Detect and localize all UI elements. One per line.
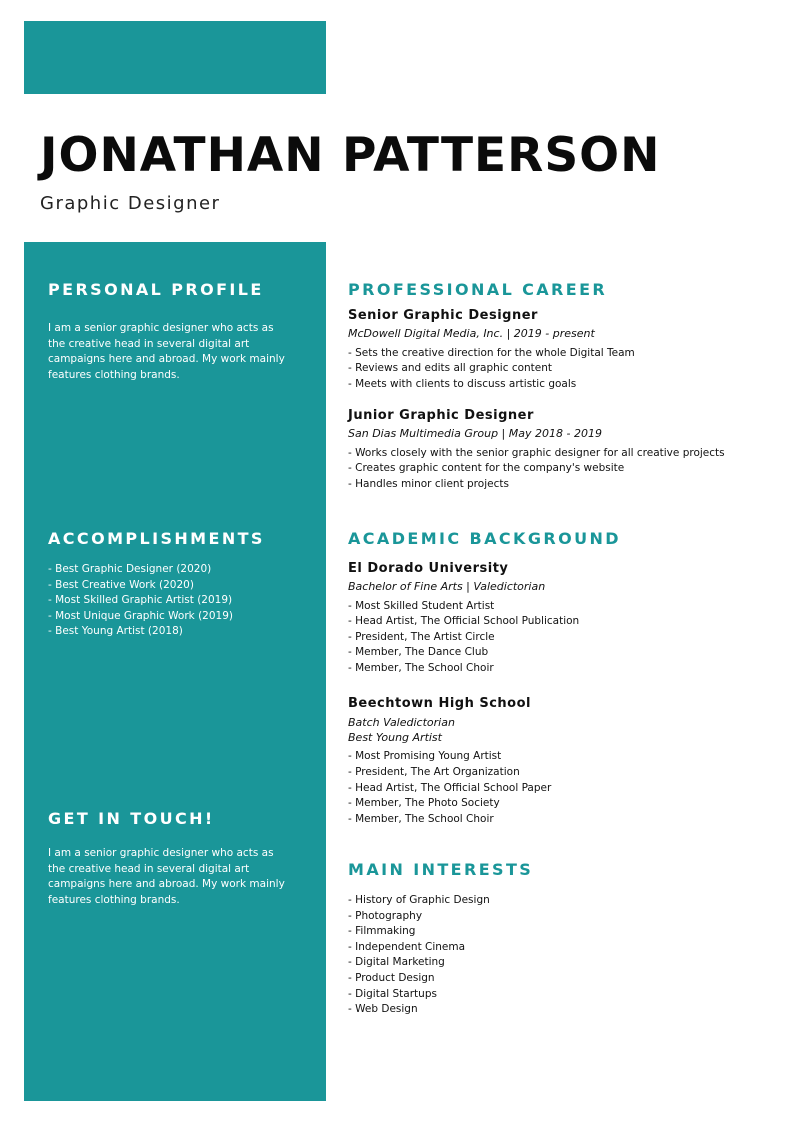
job-company: McDowell Digital Media, Inc. | 2019 - present [348,327,595,340]
list-item: - Photography [348,909,423,922]
list-item: - History of Graphic Design [348,894,490,906]
list-item: - Web Design [348,1003,418,1016]
list-item: - Most Skilled Graphic Artist (2019) [48,594,233,606]
school-entry [348,560,778,676]
school-name: Beechtown High School [348,696,532,712]
personal-profile-section [48,281,293,383]
get-in-touch-heading: GET IN TOUCH! [48,809,215,828]
job-title: Senior Graphic Designer [348,308,538,323]
job-duties-list [348,346,778,393]
list-item: - Member, The Photo Society [348,797,500,810]
academic-background-section [348,530,778,827]
school-honor: Batch Valedictorian [348,716,455,730]
header-accent-bar [24,21,326,94]
list-item: - President, The Artist Circle [348,630,495,643]
list-item: - Reviews and edits all graphic content [348,362,553,375]
get-in-touch-section [48,810,293,908]
list-item: - Most Skilled Student Artist [348,599,495,612]
accomplishments-list [48,562,293,640]
list-item: - Most Unique Graphic Work (2019) [48,609,233,622]
list-item: - Works closely with the senior graphic designer for all creative projects [348,446,725,459]
list-item: - Member, The Dance Club [348,646,489,659]
list-item: - Best Graphic Designer (2020) [48,563,212,575]
interests-list [348,893,778,1018]
job-company: San Dias Multimedia Group | May 2018 - 2019 [348,427,602,441]
professional-career-heading: PROFESSIONAL CAREER [348,280,608,299]
list-item: - Product Design [348,971,435,984]
school-degree: Bachelor of Fine Arts | Valedictorian [348,580,546,593]
job-entry [348,307,778,392]
school-achievements-list [348,599,778,677]
personal-profile-heading: PERSONAL PROFILE [48,280,264,299]
accomplishments-heading: ACCOMPLISHMENTS [48,529,265,548]
resume-role: Graphic Designer [40,193,221,214]
list-item: - Handles minor client projects [348,477,509,490]
list-item: - Digital Marketing [348,956,445,969]
list-item: - Digital Startups [348,987,437,1000]
job-title: Junior Graphic Designer [348,408,534,424]
school-entry [348,695,778,827]
list-item: - Most Promising Young Artist [348,750,502,763]
job-entry [348,407,778,492]
list-item: - Best Creative Work (2020) [48,578,194,591]
list-item: - Head Artist, The Official School Paper [348,781,552,794]
main-interests-heading: MAIN INTERESTS [348,860,534,879]
list-item: - Head Artist, The Official School Publication [348,615,580,628]
list-item: - Independent Cinema [348,940,466,953]
list-item: - Filmmaking [348,925,416,938]
list-item: - Creates graphic content for the company's website [348,462,625,475]
list-item: - Meets with clients to discuss artistic goals [348,377,577,390]
get-in-touch-text: I am a senior graphic designer who acts as the creative head in several digital art campaigns here and abroad. My work mainly features clothing brands. [48,847,285,906]
list-item: - President, The Art Organization [348,766,520,779]
job-duties-list [348,446,778,493]
accomplishments-section [48,530,293,640]
school-honor: Best Young Artist [348,730,442,744]
academic-background-heading: ACADEMIC BACKGROUND [348,529,621,548]
main-interests-section [348,861,778,1018]
school-achievements-list [348,749,778,827]
list-item: - Sets the creative direction for the whole Digital Team [348,346,635,359]
professional-career-section [348,281,778,493]
resume-name: JONATHAN PATTERSON [40,128,661,183]
list-item: - Member, The School Choir [348,812,494,825]
list-item: - Best Young Artist (2018) [48,625,183,637]
list-item: - Member, The School Choir [348,661,494,674]
school-name: El Dorado University [348,561,509,576]
personal-profile-text: I am a senior graphic designer who acts as the creative head in several digital art campaigns here and abroad. My work mainly features clothing brands. [48,322,285,381]
sidebar-panel [24,242,326,1101]
